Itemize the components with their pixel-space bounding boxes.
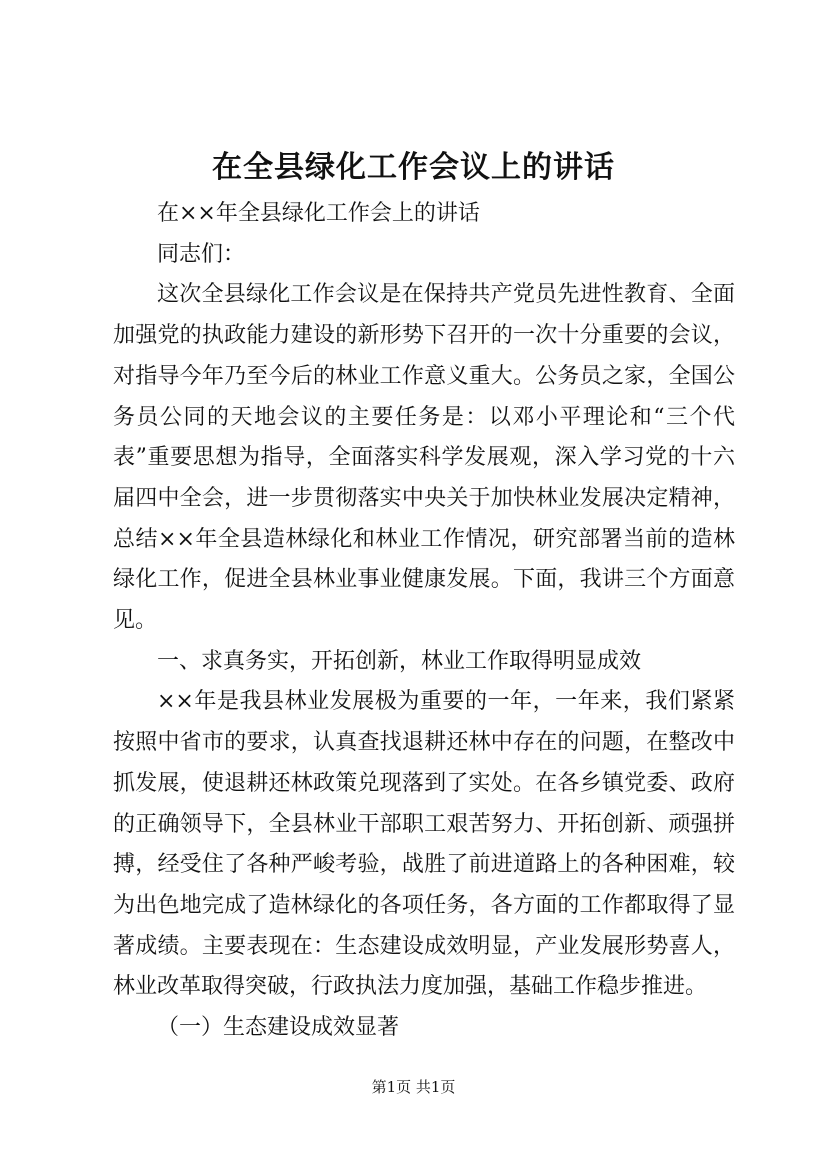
paragraph-intro: 这次全县绿化工作会议是在保持共产党员先进性教育、全面加强党的执政能力建设的新形势下召开的一次十分重要的会议，对指导今年乃至今后的林业工作意义重大。公务员之家，全国公务员公同的天地会议的主要任务是：以邓小平理论和“三个代表”重要思想为指导，全面落实科学发展观，深入学习党的十六届四中全会，进一步贯彻落实中央关于加快林业发展决定精神，总结××年全县造林绿化和林业工作情况，研究部署当前的造林绿化工作，促进全县林业事业健康发展。下面，我讲三个方面意见。 — [113, 282, 735, 634]
page-footer: 第1页 共1页 — [371, 1078, 456, 1096]
document-body — [113, 194, 735, 1049]
paragraph-achievements: ××年是我县林业发展极为重要的一年，一年来，我们紧紧按照中省市的要求，认真查找退耕还林中存在的问题，在整改中抓发展，使退耕还林政策兑现落到了实处。在各乡镇党委、政府的正确领导下，全县林业干部职工艰苦努力、开拓创新、顽强拼搏，经受住了各种严峻考验，战胜了前进道路上的各种困难，较为出色地完成了造林绿化的各项任务，各方面的工作都取得了显著成绩。主要表现在：生态建设成效明显，产业发展形势喜人，林业改革取得突破，行政执法力度加强，基础工作稳步推进。 — [113, 689, 735, 1000]
subtitle-line: 在××年全县绿化工作会上的讲话 — [157, 201, 480, 226]
section-heading-1: 一、求真务实，开拓创新，林业工作取得明显成效 — [157, 648, 642, 674]
document-title: 在全县绿化工作会议上的讲话 — [212, 150, 615, 185]
subsection-heading-1: （一）生态建设成效显著 — [157, 1015, 400, 1041]
salutation-line: 同志们： — [157, 241, 246, 267]
